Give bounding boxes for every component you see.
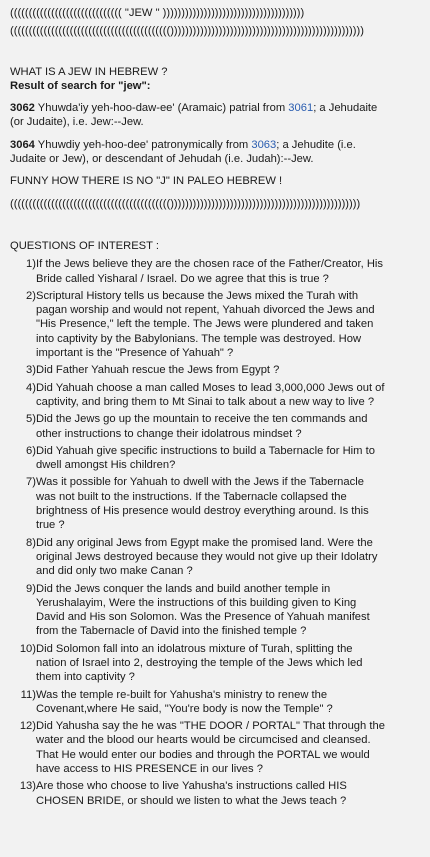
list-item xyxy=(10,381,422,410)
list-item xyxy=(10,719,422,776)
question-text: If the Jews believe they are the chosen race of the Father/Creator, His Bride called Yisharal / Israel. Do we agree that this is true ? xyxy=(36,258,383,285)
question-number: 3) xyxy=(26,364,36,377)
question-number: 1) xyxy=(26,258,36,271)
question-number: 7) xyxy=(26,476,36,489)
list-item xyxy=(10,642,422,685)
questions-list xyxy=(10,257,422,808)
question-text: Did Father Yahuah rescue the Jews from Egypt ? xyxy=(36,364,280,377)
list-item xyxy=(10,412,422,441)
question-text: Did the Jews conquer the lands and build another temple in Yerushalayim, Were the instructions of this building given to King David and His son Solomon. Was the Presence of Yahuah manifest from the Tabernacle of David into the finished temple ? xyxy=(36,582,370,638)
question-text: Was it possible for Yahuah to dwell with the Jews if the Tabernacle was not built to the instructions. If the Tabernacle collapsed the brightness of His presence would destroy everything around. Is this true ? xyxy=(36,476,369,532)
list-item xyxy=(10,257,422,286)
list-item xyxy=(10,289,422,360)
question-number: 13) xyxy=(19,780,36,793)
entry-text-tail: ; a Jehudaite xyxy=(313,102,378,115)
question-text: Did Yahuah choose a man called Moses to lead 3,000,000 Jews out of captivity, and bring them to Mt Sinai to talk about a new way to live ? xyxy=(36,381,385,408)
question-text: Did Yahuah give specific instructions to build a Tabernacle for Him to dwell amongst His children? xyxy=(36,444,375,472)
list-item xyxy=(10,536,422,579)
paren-divider-third: ((((((((((((((((((((((((((((((((((((((((((())))))))))))))))))))))))))))))))))))))))))))))))))) xyxy=(10,197,361,210)
question-number: 11) xyxy=(20,688,36,701)
list-item xyxy=(10,688,422,717)
entry-text-tail: ; a Jehudite (i.e. xyxy=(276,138,356,151)
question-text: Did Solomon fall into an idolatrous mixture of Turah, splitting the nation of Israel into 2, destroying the temple of the Jews which led them into captivity ? xyxy=(36,642,363,684)
list-item xyxy=(10,582,422,639)
entry-number: 3062 xyxy=(10,102,35,115)
question-text: Did any original Jews from Egypt make the promised land. Were the original Jews destroyed because they would not give up their Idolatry and did only two make Canan ? xyxy=(36,536,378,578)
entry-3062 xyxy=(10,101,422,130)
question-number: 2) xyxy=(26,289,36,302)
list-item xyxy=(10,475,422,532)
question-number: 5) xyxy=(26,413,36,426)
question-text: Was the temple re-built for Yahusha's ministry to renew the Covenant,where He said, "You're body is now the Temple" ? xyxy=(36,688,333,715)
result-label: Result of search for "jew": xyxy=(10,79,151,92)
question-text: Did Yahusha say the he was "THE DOOR / PORTAL" That through the water and the blood our hearts would be circumcised and cleansed. That He would enter our bodies and through the PORTAL we would have access to HIS PRESENCE in our lives ? xyxy=(36,720,385,776)
question-number: 10) xyxy=(19,642,36,655)
question-text: Did the Jews go up the mountain to receive the ten commands and other instructions to change their idolatrous mindset ? xyxy=(36,413,368,440)
question-number: 9) xyxy=(26,582,36,595)
entry-reference-link[interactable]: 3063 xyxy=(251,138,277,151)
question-number: 12) xyxy=(19,720,36,733)
question-text: Are those who choose to live Yahusha's instructions called HIS CHOSEN BRIDE, or should we listen to what the Jews teach ? xyxy=(36,780,347,807)
question-text: Scriptural History tells us because the Jews mixed the Turah with pagan worship and would not repent, Yahuah divorced the Jews and "His Presence," left the temple. The Jews were plundered and taken into captivity by the Babylonians. The temple was destroyed. How important is the "Presence of Yahuah" ? xyxy=(36,289,375,360)
entry-text: Yhuwda'iy yeh-hoo-daw-ee' (Aramaic) patrial from xyxy=(34,102,289,115)
entry-3064 xyxy=(10,138,422,167)
questions-heading: QUESTIONS OF INTEREST : xyxy=(10,239,159,252)
paren-divider-second: ((((((((((((((((((((((((((((((((((((((((((()))))))))))))))))))))))))))))))))))))))))))))))))))) xyxy=(10,25,364,38)
paren-divider-top: (((((((((((((((((((((((((((((( "JEW " )))))))))))))))))))))))))))))))))))))) xyxy=(10,7,305,19)
entry-text-line2: (or Judaite), i.e. Jew:--Jew. xyxy=(10,116,144,129)
list-item xyxy=(10,444,422,473)
entry-text-line2: Judaite or Jew), or descendant of Jehudah (i.e. Judah):--Jew. xyxy=(10,153,314,166)
question-number: 6) xyxy=(26,444,36,457)
funny-note: FUNNY HOW THERE IS NO "J" IN PALEO HEBREW ! xyxy=(10,175,283,188)
question-number: 4) xyxy=(26,381,36,394)
question-number: 8) xyxy=(26,536,36,549)
list-item xyxy=(10,779,422,808)
entry-reference-link[interactable]: 3061 xyxy=(288,102,314,115)
list-item xyxy=(10,363,422,377)
entry-number: 3064 xyxy=(10,138,35,151)
page-title: WHAT IS A JEW IN HEBREW ? xyxy=(10,65,168,78)
entry-text: Yhuwdiy yeh-hoo-dee' patronymically from xyxy=(34,138,252,151)
